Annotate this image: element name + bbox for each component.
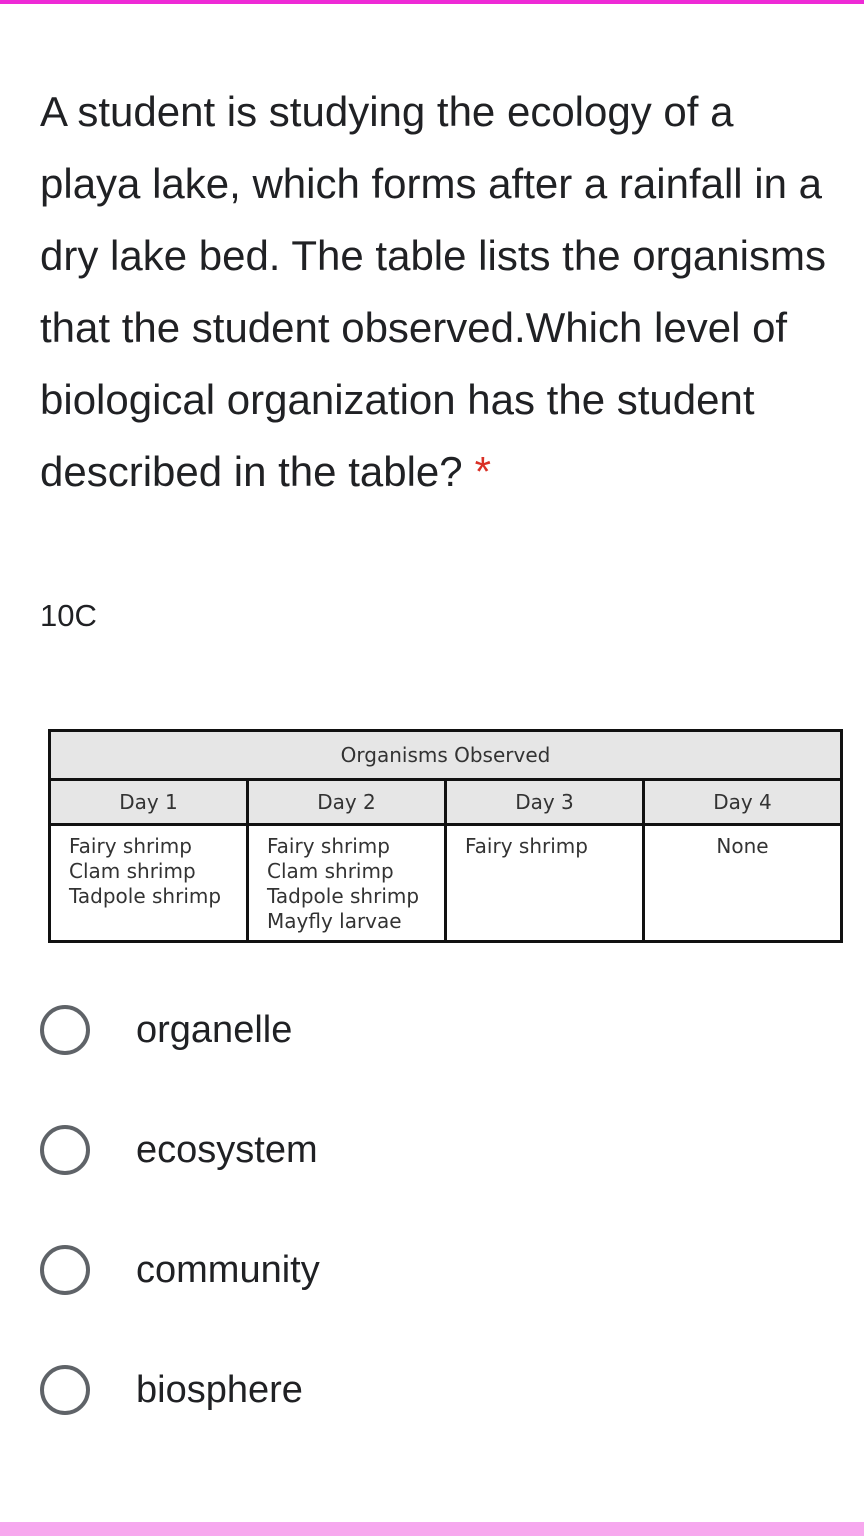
- option-ecosystem[interactable]: [40, 1123, 640, 1183]
- radio-button[interactable]: [40, 1245, 90, 1295]
- option-community[interactable]: [40, 1243, 640, 1303]
- organism-entry: Fairy shrimp: [465, 834, 588, 858]
- organism-entry: Mayfly larvae: [267, 909, 402, 933]
- column-header-day-3: Day 3: [446, 780, 644, 825]
- table-cell-day-1: [50, 825, 248, 942]
- organisms-table: [48, 729, 843, 943]
- form-accent-bar-bottom: [0, 1522, 864, 1536]
- radio-button[interactable]: [40, 1365, 90, 1415]
- table-title: Organisms Observed: [50, 731, 842, 780]
- option-label: community: [136, 1249, 320, 1291]
- organism-entry: Clam shrimp: [267, 859, 394, 883]
- organisms-table-image: [48, 729, 843, 942]
- question-block: [40, 76, 840, 508]
- question-text: A student is studying the ecology of a playa lake, which forms after a rainfall in a dry lake bed. The table lists the organisms that the student observed.Which level of biological organization has the student described in the table?: [40, 88, 826, 495]
- option-label: organelle: [136, 1009, 293, 1051]
- radio-button[interactable]: [40, 1125, 90, 1175]
- organism-entry: Tadpole shrimp: [267, 884, 420, 908]
- column-header-day-1: Day 1: [50, 780, 248, 825]
- question-code: 10C: [40, 598, 97, 633]
- radio-button[interactable]: [40, 1005, 90, 1055]
- organism-entry: None: [716, 834, 769, 858]
- table-cell-day-3: [446, 825, 644, 942]
- table-cell-day-4: [644, 825, 842, 942]
- organism-entry: Fairy shrimp: [69, 834, 192, 858]
- column-header-day-4: Day 4: [644, 780, 842, 825]
- option-biosphere[interactable]: [40, 1363, 640, 1423]
- column-header-day-2: Day 2: [248, 780, 446, 825]
- form-accent-bar-top: [0, 0, 864, 4]
- option-label: biosphere: [136, 1369, 303, 1411]
- required-asterisk: *: [474, 448, 491, 495]
- organism-entry: Clam shrimp: [69, 859, 196, 883]
- table-cell-day-2: [248, 825, 446, 942]
- option-organelle[interactable]: [40, 1003, 640, 1063]
- organism-entry: Tadpole shrimp: [69, 884, 222, 908]
- organism-entry: Fairy shrimp: [267, 834, 390, 858]
- option-label: ecosystem: [136, 1129, 318, 1171]
